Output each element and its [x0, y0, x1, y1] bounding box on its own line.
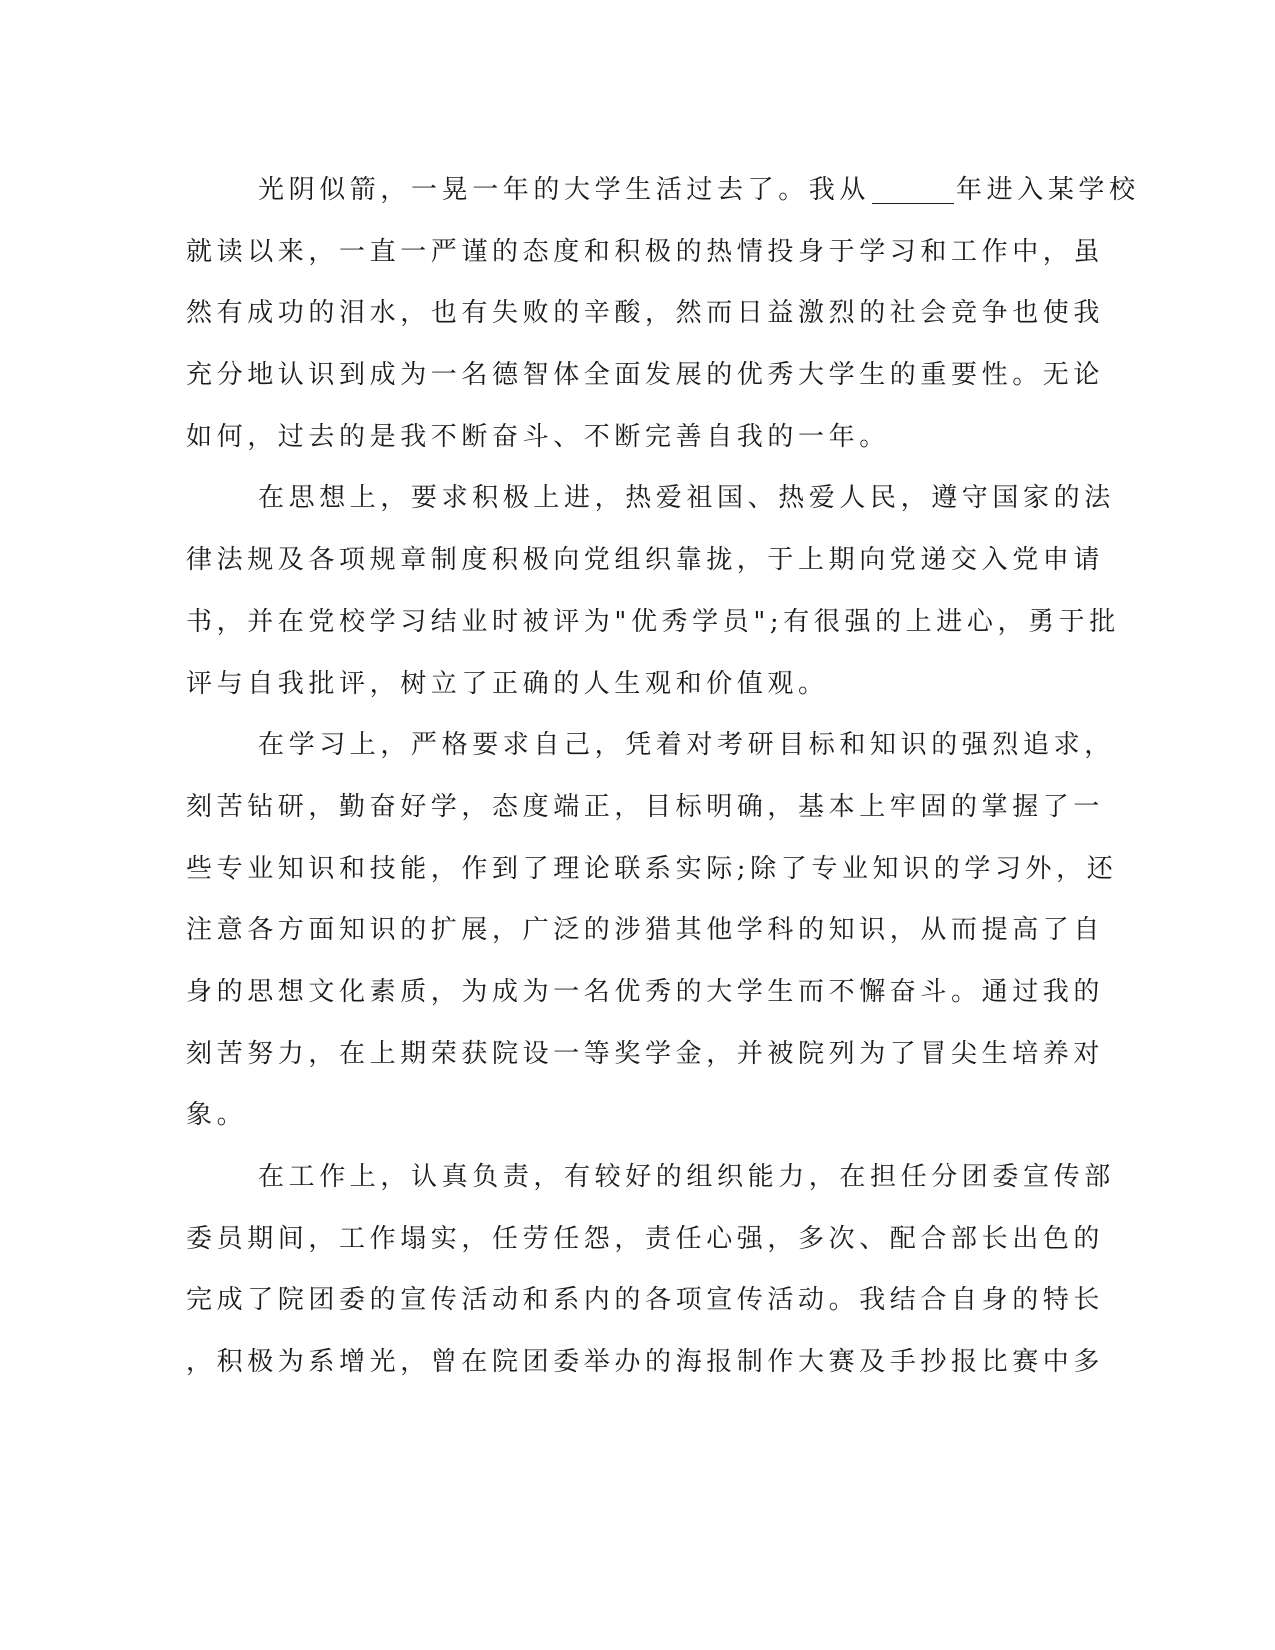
document-body — [186, 160, 1140, 1394]
text-line: 书，并在党校学习结业时被评为"优秀学员";有很强的上进心，勇于批 — [186, 606, 1120, 637]
text-line-part: 年进入某学校 — [956, 175, 1140, 205]
fill-in-blank — [872, 177, 954, 204]
text-line: 象。 — [186, 1100, 248, 1131]
text-line: 刻苦努力，在上期荣获院设一等奖学金，并被院列为了冒尖生培养对 — [186, 1038, 1105, 1069]
paragraph-1 — [186, 160, 1140, 468]
text-line: 身的思想文化素质，为成为一名优秀的大学生而不懈奋斗。通过我的 — [186, 976, 1105, 1007]
text-line: 些专业知识和技能，作到了理论联系实际;除了专业知识的学习外，还 — [186, 853, 1118, 884]
text-line: 如何，过去的是我不断奋斗、不断完善自我的一年。 — [186, 421, 890, 452]
paragraph-3 — [186, 715, 1118, 1147]
text-line: 在学习上，严格要求自己，凭着对考研目标和知识的强烈追求， — [258, 730, 1115, 761]
text-line: 充分地认识到成为一名德智体全面发展的优秀大学生的重要性。无论 — [186, 360, 1105, 391]
text-line: 然有成功的泪水，也有失败的辛酸，然而日益激烈的社会竞争也使我 — [186, 298, 1105, 329]
text-line: 委员期间，工作塌实，任劳任怨，责任心强，多次、配合部长出色的 — [186, 1223, 1105, 1254]
paragraph-2 — [186, 468, 1120, 715]
paragraph-4 — [186, 1147, 1115, 1394]
text-line: 律法规及各项规章制度积极向党组织靠拢，于上期向党递交入党申请 — [186, 545, 1105, 576]
text-line: 评与自我批评，树立了正确的人生观和价值观。 — [186, 668, 829, 699]
text-line — [186, 160, 1140, 222]
text-line: 完成了院团委的宣传活动和系内的各项宣传活动。我结合自身的特长 — [186, 1285, 1105, 1316]
text-line-part: 光阴似箭，一晃一年的大学生活过去了。我从 — [258, 175, 871, 205]
text-line: 在工作上，认真负责，有较好的组织能力，在担任分团委宣传部 — [258, 1162, 1115, 1192]
text-line: 注意各方面知识的扩展，广泛的涉猎其他学科的知识，从而提高了自 — [186, 915, 1105, 946]
text-line: 刻苦钻研，勤奋好学，态度端正，目标明确，基本上牢固的掌握了一 — [186, 791, 1105, 822]
text-line: ，积极为系增光，曾在院团委举办的海报制作大赛及手抄报比赛中多 — [186, 1347, 1105, 1378]
text-line: 就读以来，一直一严谨的态度和积极的热情投身于学习和工作中，虽 — [186, 236, 1105, 267]
text-line: 在思想上，要求积极上进，热爱祖国、热爱人民，遵守国家的法 — [258, 483, 1115, 514]
